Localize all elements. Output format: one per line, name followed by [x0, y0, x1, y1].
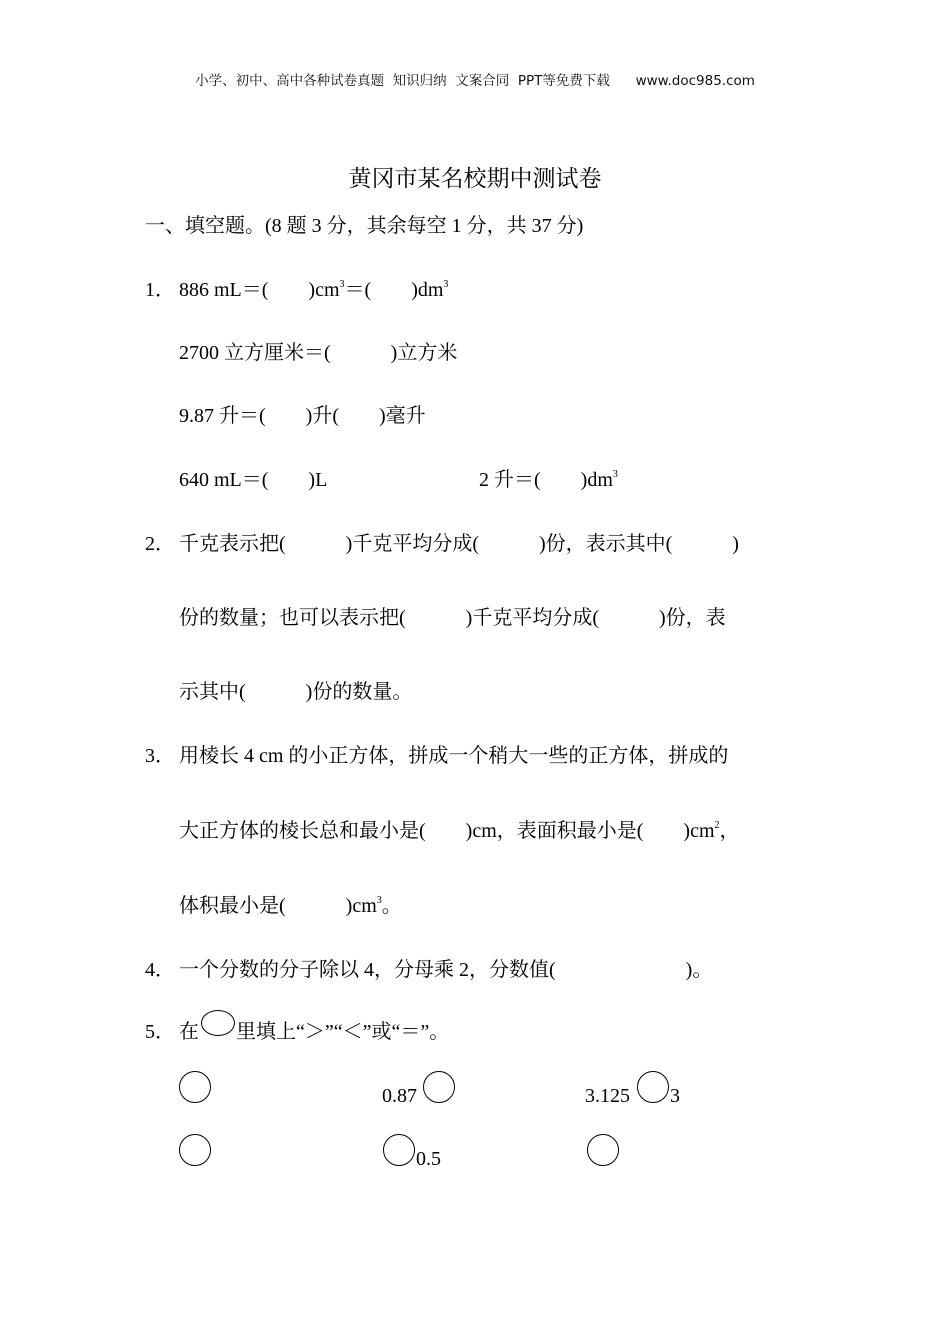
- q2-line3: 示其中( )份的数量。: [179, 681, 413, 703]
- comparison-circle-icon: [201, 1010, 235, 1036]
- q4-line1: 一个分数的分子除以 4，分母乘 2，分数值( )。: [179, 959, 713, 981]
- q1-number: 1．: [145, 279, 175, 301]
- q5-number: 5．: [145, 1021, 175, 1043]
- q1-line4b: [479, 466, 618, 494]
- q3-line3: [179, 892, 402, 920]
- q5-prefix: 在: [179, 1021, 199, 1043]
- q3-line1: 用棱长 4 cm 的小正方体，拼成一个稍大一些的正方体，拼成的: [179, 745, 729, 767]
- q3-line2-text: 大正方体的棱长总和最小是( )cm，表面积最小是( )cm: [179, 820, 715, 842]
- q1-line2: 2700 立方厘米＝( )立方米: [179, 342, 458, 364]
- q3-line2: [179, 817, 740, 845]
- superscript-3: 3: [612, 469, 618, 480]
- q3-line3-end: 。: [381, 895, 402, 917]
- q5-item3-left: 3.125: [585, 1085, 630, 1107]
- q2-number: 2．: [145, 533, 175, 555]
- section-heading: 一、填空题。(8 题 3 分，其余每空 1 分，共 37 分): [145, 215, 584, 237]
- q5-item3-right: 3: [670, 1085, 680, 1107]
- answer-circle[interactable]: [179, 1134, 211, 1166]
- q5-item5-right: 0.5: [416, 1148, 441, 1170]
- q1-line1-part2: ＝( )dm: [344, 279, 444, 301]
- superscript-3: 3: [339, 279, 345, 290]
- answer-circle[interactable]: [179, 1071, 211, 1103]
- q5-instruction: 里填上“＞”“＜”或“＝”。: [236, 1021, 450, 1043]
- page-title: 黄冈市某名校期中测试卷: [348, 166, 602, 192]
- answer-circle[interactable]: [637, 1071, 669, 1103]
- q1-line1: [179, 276, 448, 304]
- q1-line1-part1: 886 mL＝( )cm: [179, 279, 340, 301]
- q4-number: 4．: [145, 959, 175, 981]
- q1-line4a: 640 mL＝( )L: [179, 469, 328, 491]
- q3-number: 3．: [145, 745, 175, 767]
- answer-circle[interactable]: [423, 1071, 455, 1103]
- page-header: 小学、初中、高中各种试卷真题 知识归纳 文案合同 PPT等免费下载 www.doc985.com: [195, 73, 755, 89]
- q3-line3-text: 体积最小是( )cm: [179, 895, 377, 917]
- q3-line2-comma: ，: [719, 820, 740, 842]
- superscript-2: 2: [714, 820, 720, 831]
- q5-item2-left: 0.87: [382, 1085, 417, 1107]
- q2-line1: 千克表示把( )千克平均分成( )份，表示其中( ): [179, 533, 739, 555]
- q1-line3: 9.87 升＝( )升( )毫升: [179, 405, 426, 427]
- answer-circle[interactable]: [383, 1134, 415, 1166]
- superscript-3: 3: [443, 279, 449, 290]
- answer-circle[interactable]: [587, 1134, 619, 1166]
- q1-line4b-text: 2 升＝( )dm: [479, 469, 613, 491]
- superscript-3: 3: [376, 895, 382, 906]
- q2-line2: 份的数量；也可以表示把( )千克平均分成( )份，表: [179, 607, 726, 629]
